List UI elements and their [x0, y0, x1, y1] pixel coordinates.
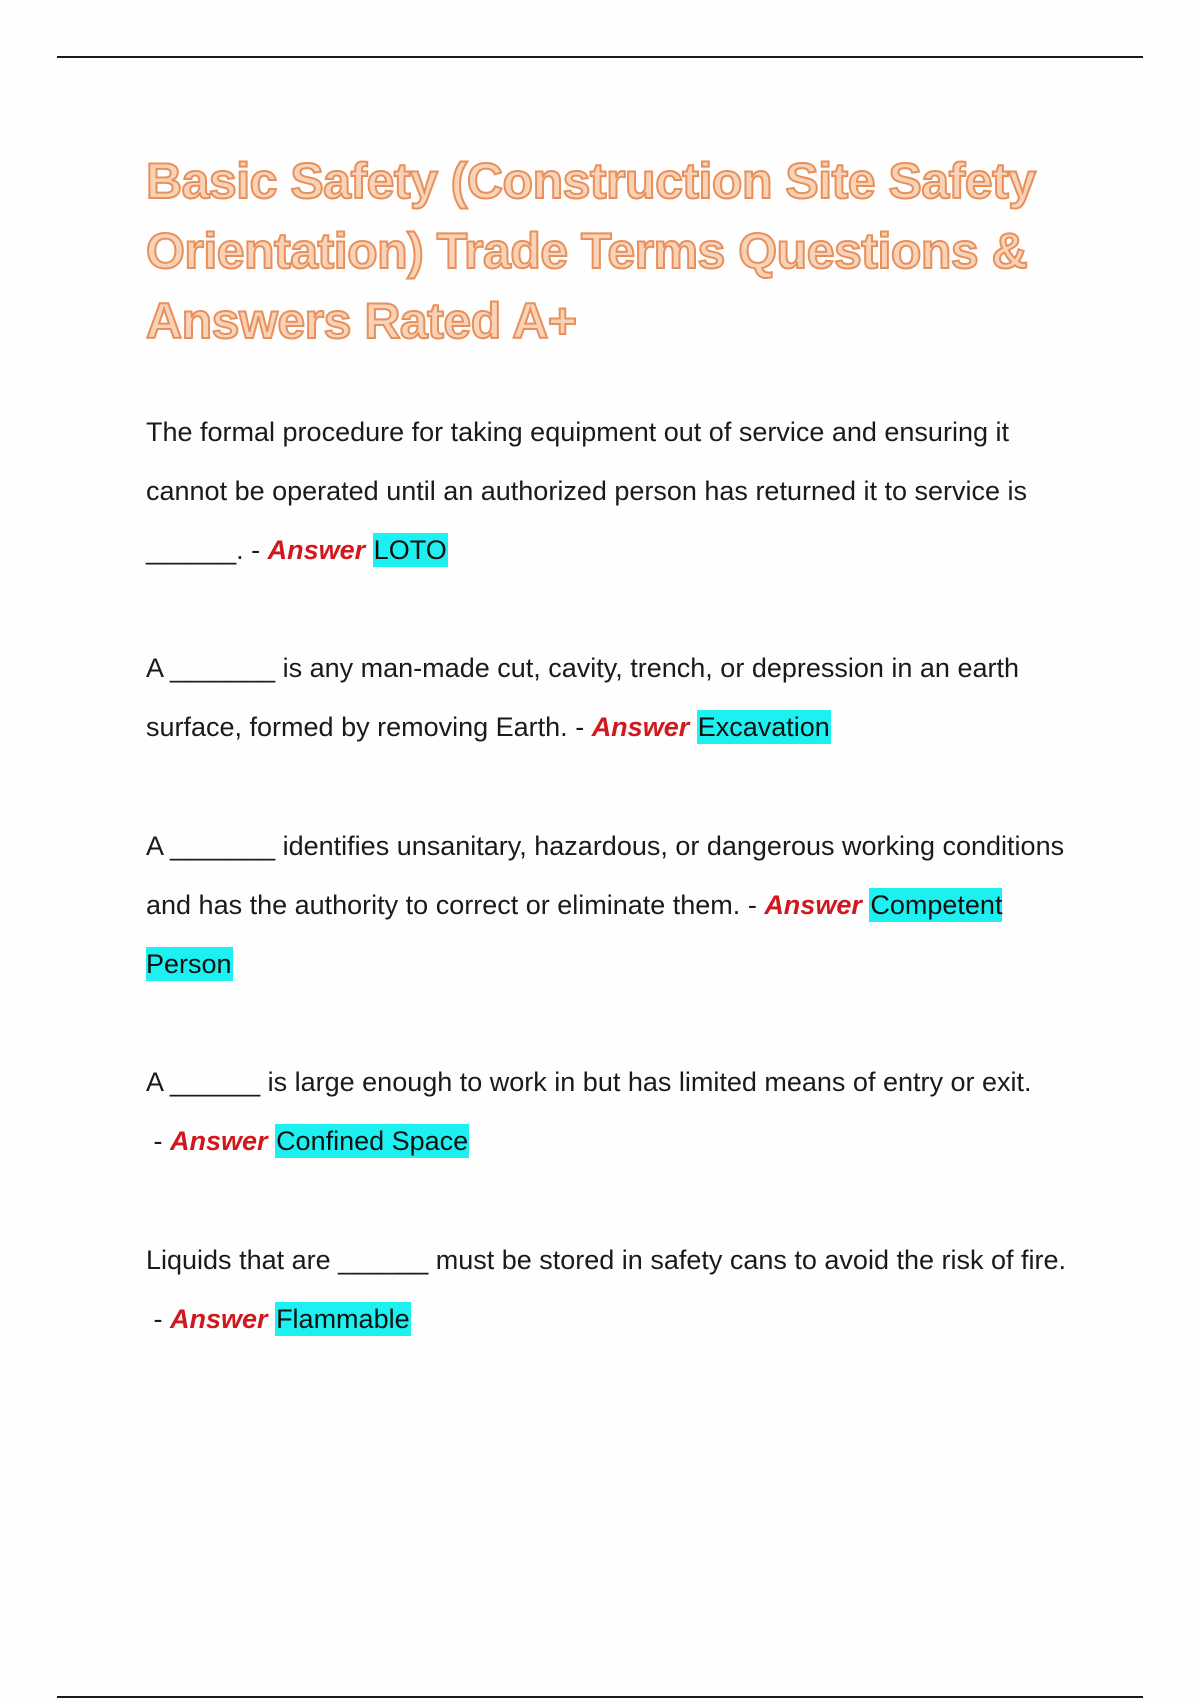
- qa-item: [146, 403, 1086, 580]
- qa-item: [146, 639, 1086, 757]
- question-text: Liquids that are ______ must be stored in safety cans to avoid the risk of fire.: [146, 1245, 1067, 1275]
- question-text: A _______ identifies unsanitary, hazardous, or dangerous working conditions and has the authority to correct or eliminate them.: [146, 831, 1065, 920]
- separator: -: [146, 1126, 170, 1156]
- qa-item: [146, 817, 1086, 994]
- answer-highlight: Excavation: [697, 712, 830, 742]
- document-title: Basic Safety (Construction Site Safety Orientation) Trade Terms Questions & Answers Rated A+: [146, 153, 1036, 349]
- separator: -: [243, 535, 268, 565]
- separator: -: [567, 712, 592, 742]
- bottom-rule: [57, 1696, 1143, 1698]
- top-rule: [57, 56, 1143, 58]
- question-text: The formal procedure for taking equipment out of service and ensuring it cannot be operated until an authorized person has returned it to service is ______.: [146, 417, 1028, 565]
- answer-label: Answer: [764, 890, 862, 920]
- qa-item: [146, 1053, 1086, 1171]
- answer-label: Answer: [267, 535, 366, 565]
- answer-highlight: Confined Space: [276, 1126, 469, 1156]
- answer-label: Answer: [170, 1126, 268, 1156]
- answer-highlight: Flammable: [276, 1304, 410, 1334]
- qa-item: [146, 1231, 1086, 1349]
- question-text: A ______ is large enough to work in but has limited means of entry or exit.: [146, 1067, 1032, 1097]
- answer-highlight: LOTO: [373, 535, 447, 565]
- separator: -: [146, 1304, 170, 1334]
- question-text: A _______ is any man-made cut, cavity, trench, or depression in an earth surface, formed by removing Earth.: [146, 653, 1019, 742]
- separator: -: [740, 890, 765, 920]
- answer-highlight: Competent Person: [146, 890, 1003, 979]
- answer-label: Answer: [170, 1304, 268, 1334]
- answer-label: Answer: [591, 712, 690, 742]
